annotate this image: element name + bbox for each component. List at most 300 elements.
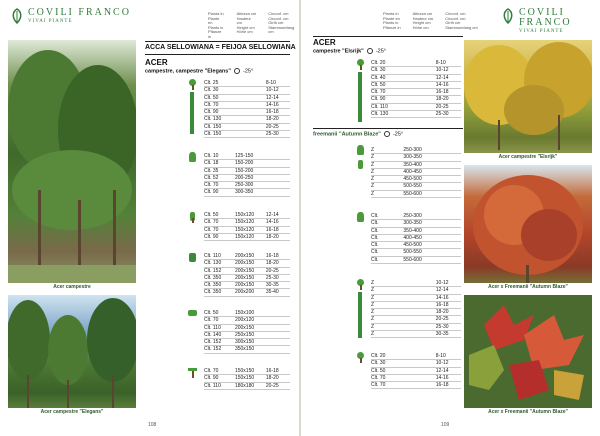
container-cell: Clt. 50 xyxy=(204,212,219,218)
table-row xyxy=(204,87,290,94)
girth-cell xyxy=(266,339,290,345)
price-group-standard xyxy=(204,80,290,138)
multistem-icon xyxy=(188,253,197,264)
girth-cell: 18-20 xyxy=(265,260,279,267)
caption-acer-campestre-elegans: Acer campestre "Elegans" xyxy=(8,408,136,417)
height-cell: 150x150 xyxy=(234,368,255,374)
size-bar-icon xyxy=(358,72,362,122)
girth-cell: 16-18 xyxy=(265,109,279,116)
height-cell: 150-200 xyxy=(234,167,254,174)
bush-icon xyxy=(356,212,365,223)
price-group-z xyxy=(371,147,461,198)
height-cell: 150x120 xyxy=(234,233,255,240)
container-cell: Clt. 70 xyxy=(204,219,219,226)
container-cell: Z xyxy=(371,183,375,190)
height-cell: 500-550 xyxy=(403,249,422,256)
container-cell: Z xyxy=(371,161,375,168)
legend-col-girth: Circonf. cm Circonf. cm Girth cm Stammumfang cm xyxy=(268,11,295,34)
container-cell: Z xyxy=(371,190,375,197)
girth-cell: 20-25 xyxy=(265,267,279,274)
girth-cell: 10-12 xyxy=(435,280,449,286)
height-cell: 200x120 xyxy=(234,317,255,324)
girth-cell xyxy=(436,176,461,182)
girth-cell: 14-16 xyxy=(435,374,449,381)
container-cell: Clt. 30 xyxy=(204,87,219,94)
container-cell: Clt. 25 xyxy=(204,80,219,86)
height-cell: 350-400 xyxy=(403,227,422,234)
container-cell: Clt. 130 xyxy=(371,111,389,118)
height-cell xyxy=(403,353,435,359)
table-row xyxy=(371,176,461,183)
size-bar-icon xyxy=(358,292,362,338)
table-row xyxy=(371,375,461,382)
height-cell: 200x150 xyxy=(234,260,255,267)
height-cell xyxy=(235,80,266,86)
price-group-elsrijk xyxy=(371,60,461,118)
table-row xyxy=(371,169,461,176)
container-cell: Clt. xyxy=(371,220,379,227)
table-row xyxy=(204,227,290,234)
height-cell xyxy=(235,102,266,108)
girth-cell xyxy=(436,257,461,263)
hardiness-icon xyxy=(367,48,373,54)
hardiness-value: -25° xyxy=(392,131,404,138)
table-row xyxy=(371,302,461,309)
height-cell xyxy=(403,302,435,308)
girth-cell: 14-16 xyxy=(265,219,279,226)
table-row xyxy=(204,102,290,109)
container-cell: Clt. xyxy=(371,234,379,241)
container-cell: Clt. 140 xyxy=(204,331,222,338)
container-cell: Clt. 40 xyxy=(371,74,386,81)
girth-cell: 18-20 xyxy=(265,375,279,382)
height-cell: 200x150 xyxy=(234,267,255,274)
height-cell xyxy=(403,82,435,88)
girth-cell: 12-14 xyxy=(435,367,449,374)
table-row xyxy=(371,111,461,118)
tree-standard-icon xyxy=(356,59,365,70)
bush-icon xyxy=(188,152,197,163)
girth-cell xyxy=(436,169,461,175)
girth-cell xyxy=(436,162,461,168)
tree-standard-icon xyxy=(356,279,365,290)
table-row xyxy=(204,317,290,324)
table-row xyxy=(204,268,290,275)
genus-title: ACER xyxy=(313,38,336,47)
container-cell: Clt. 20 xyxy=(371,60,386,66)
table-row xyxy=(204,131,290,138)
girth-cell: 25-30 xyxy=(435,111,449,118)
table-row xyxy=(371,82,461,89)
caption-acer-freemanii-leaves: Acer x Freemanii "Autumn Blaze" xyxy=(464,408,592,417)
girth-cell: 8-10 xyxy=(435,353,446,359)
table-row xyxy=(204,234,290,241)
table-row xyxy=(371,360,461,367)
photo-acer-campestre-elegans xyxy=(8,295,136,417)
height-cell: 400-450 xyxy=(403,168,422,175)
table-row xyxy=(204,80,290,87)
table-row xyxy=(371,228,461,235)
container-cell: Clt. 70 xyxy=(204,368,219,374)
table-row xyxy=(371,104,461,111)
girth-cell xyxy=(266,160,290,166)
table-row xyxy=(204,339,290,346)
girth-cell xyxy=(436,213,461,219)
container-cell: Clt. 70 xyxy=(204,317,219,324)
table-row xyxy=(204,332,290,339)
table-row xyxy=(204,168,290,175)
legend-col-girth: Circonf. cm Circonf. cm Girth cm Stammumfang cm xyxy=(445,11,478,30)
table-row xyxy=(204,153,290,160)
height-cell: 550-600 xyxy=(403,190,422,197)
table-row xyxy=(371,183,461,190)
table-row xyxy=(204,375,290,382)
height-cell xyxy=(235,124,266,130)
hardiness-value: -25° xyxy=(375,48,386,55)
girth-cell xyxy=(436,235,461,241)
height-cell: 150x100 xyxy=(234,310,255,316)
table-row xyxy=(371,60,461,67)
table-row xyxy=(371,331,461,338)
table-row xyxy=(371,324,461,331)
container-cell: Clt. 50 xyxy=(371,367,386,374)
price-group-column xyxy=(204,212,290,241)
tree-standard-icon xyxy=(188,79,197,90)
girth-cell xyxy=(266,168,290,174)
hardiness-icon xyxy=(234,68,240,74)
table-row xyxy=(204,219,290,226)
container-cell: Clt. 30 xyxy=(371,67,386,74)
container-cell: Clt. 90 xyxy=(204,375,219,382)
height-cell xyxy=(235,109,266,115)
height-cell xyxy=(403,295,435,301)
height-cell xyxy=(403,96,435,102)
tree-standard-icon xyxy=(356,352,365,363)
height-cell xyxy=(403,316,435,322)
page-number: 108 xyxy=(148,422,157,428)
girth-cell: 14-16 xyxy=(435,81,449,88)
container-cell: Clt. 52 xyxy=(204,174,219,181)
height-cell xyxy=(403,104,435,110)
table-row xyxy=(371,89,461,96)
girth-cell: 16-18 xyxy=(265,226,279,233)
photo-acer-campestre-elsrijk xyxy=(464,40,592,162)
roof-tree-icon xyxy=(188,368,197,379)
height-cell xyxy=(403,60,435,66)
height-cell: 500-550 xyxy=(403,183,422,190)
species-line-autumn-blaze xyxy=(313,131,403,137)
girth-cell: 20-25 xyxy=(435,316,449,323)
container-cell: Clt. 70 xyxy=(371,382,386,389)
girth-cell xyxy=(266,310,290,316)
hedge-icon xyxy=(188,310,197,321)
table-row xyxy=(204,310,290,317)
girth-cell: 12-14 xyxy=(435,74,449,81)
column-tree-icon xyxy=(356,160,365,171)
container-cell: Clt. xyxy=(371,249,379,256)
right-page xyxy=(301,0,600,436)
height-cell: 350-400 xyxy=(403,161,422,168)
caption-acer-campestre: Acer campestre xyxy=(8,283,136,292)
container-cell: Clt. 70 xyxy=(371,89,386,96)
height-cell xyxy=(235,87,266,93)
table-row xyxy=(204,383,290,390)
container-cell: Z xyxy=(371,294,375,301)
legend xyxy=(208,12,299,39)
container-cell: Clt. 90 xyxy=(204,189,219,196)
species-name-elsrijk: campestre "Elsrijk" xyxy=(313,48,364,55)
container-cell: Clt. 152 xyxy=(204,267,222,274)
container-cell: Clt. 10 xyxy=(204,153,219,159)
container-cell: Z xyxy=(371,323,375,330)
caption-acer-freemanii-tree: Acer x Freemanii "Autumn Blaze" xyxy=(464,283,592,292)
height-cell: 200x150 xyxy=(234,274,255,281)
legend-col-height: Altezza cm Hauteur cm Height cm Höhe cm xyxy=(236,11,257,34)
table-row xyxy=(204,282,290,289)
height-cell xyxy=(403,287,435,293)
divider-top xyxy=(145,41,290,42)
table-row xyxy=(371,242,461,249)
girth-cell: 12-14 xyxy=(265,212,279,218)
table-row xyxy=(371,249,461,256)
height-cell xyxy=(403,67,435,73)
girth-cell: 10-12 xyxy=(265,87,279,94)
container-cell: Clt. xyxy=(371,213,379,219)
container-cell: Z xyxy=(371,168,375,175)
container-cell: Clt. 50 xyxy=(204,310,219,316)
height-cell: 200x150 xyxy=(234,324,255,331)
legend-col-height: Altezza cm Hauteur cm Height cm Höhe cm xyxy=(412,11,434,30)
girth-cell: 10-12 xyxy=(435,360,449,367)
table-row xyxy=(371,295,461,302)
hardiness-icon xyxy=(384,131,390,137)
container-cell: Z xyxy=(371,176,375,183)
girth-cell xyxy=(266,153,290,159)
table-row xyxy=(371,235,461,242)
girth-cell: 20-25 xyxy=(265,123,279,130)
container-cell: Clt. 70 xyxy=(204,226,219,233)
price-group-roof xyxy=(204,368,290,390)
container-cell: Clt. 110 xyxy=(204,324,221,331)
girth-cell: 16-18 xyxy=(265,368,279,374)
girth-cell: 14-16 xyxy=(265,101,279,108)
size-bar-icon xyxy=(190,92,194,134)
table-row xyxy=(371,147,461,154)
height-cell: 150x120 xyxy=(234,212,255,218)
girth-cell xyxy=(266,346,290,352)
table-row xyxy=(204,182,290,189)
height-cell xyxy=(235,131,266,137)
table-row xyxy=(371,75,461,82)
girth-cell xyxy=(266,189,290,195)
container-cell: Clt. 130 xyxy=(204,116,222,123)
height-cell: 125-150 xyxy=(234,153,254,159)
girth-cell: 30-35 xyxy=(265,282,279,289)
girth-cell: 12-14 xyxy=(265,94,279,101)
container-cell: Clt. xyxy=(371,242,379,249)
container-cell: Z xyxy=(371,147,375,153)
container-cell: Clt. 30 xyxy=(371,360,386,367)
girth-cell xyxy=(266,325,290,331)
girth-cell: 16-18 xyxy=(435,89,449,96)
height-cell: 250-300 xyxy=(234,182,254,189)
height-cell: 300-350 xyxy=(403,154,422,161)
container-cell: Clt. xyxy=(371,227,379,234)
girth-cell: 20-25 xyxy=(435,103,449,110)
container-cell: Clt. 130 xyxy=(204,260,222,267)
table-row xyxy=(371,368,461,375)
height-cell: 180x180 xyxy=(234,382,255,389)
table-row xyxy=(204,175,290,182)
girth-cell: 25-30 xyxy=(265,131,279,138)
table-row xyxy=(204,124,290,131)
height-cell xyxy=(235,95,266,101)
girth-cell: 14-16 xyxy=(435,294,449,301)
table-row xyxy=(371,162,461,169)
height-cell: 450-500 xyxy=(403,176,422,183)
price-group-hedge xyxy=(204,310,290,354)
container-cell: Z xyxy=(371,309,375,316)
photo-acer-freemanii-leaves xyxy=(464,295,592,417)
girth-cell: 10-12 xyxy=(435,67,449,74)
photo-acer-freemanii-tree xyxy=(464,165,592,292)
table-row xyxy=(204,109,290,116)
height-cell: 250x150 xyxy=(234,331,255,338)
girth-cell: 25-30 xyxy=(435,323,449,330)
table-row xyxy=(371,220,461,227)
hardiness-value: -25° xyxy=(243,68,254,75)
height-cell: 150x150 xyxy=(234,375,255,382)
height-cell: 450-500 xyxy=(403,242,422,249)
price-group-z-girth xyxy=(371,280,461,338)
brand-logo xyxy=(10,8,131,24)
girth-cell: 30-35 xyxy=(435,331,449,338)
table-row xyxy=(204,346,290,353)
container-cell: Clt. 110 xyxy=(204,253,221,259)
table-row xyxy=(204,325,290,332)
logo-leaf-icon xyxy=(501,8,515,24)
girth-cell xyxy=(266,332,290,338)
container-cell: Clt. 350 xyxy=(204,282,222,289)
height-cell xyxy=(403,111,435,117)
table-row xyxy=(371,287,461,294)
container-cell: Clt. 150 xyxy=(204,123,222,130)
brand-sub: VIVAI PIANTE xyxy=(519,29,564,34)
legend-col-container: Pianta in Plante en Plants in Pflanze in xyxy=(208,11,224,39)
legend-col-container: Pianta in Plante en Plants in Pflanze in xyxy=(383,11,401,30)
table-row xyxy=(371,382,461,389)
height-cell: 200x150 xyxy=(234,282,255,289)
height-cell xyxy=(403,309,435,315)
container-cell: Z xyxy=(371,301,375,308)
legend xyxy=(383,12,478,30)
photo-acer-campestre xyxy=(8,40,136,292)
girth-cell xyxy=(436,183,461,189)
container-cell: Clt. 70 xyxy=(204,182,219,189)
height-cell xyxy=(403,331,435,337)
species-name-autumn-blaze: freemanii "Autumn Blaze" xyxy=(313,131,381,138)
container-cell: Clt. xyxy=(371,256,379,263)
brand-name: COVILI FRANCO xyxy=(28,7,131,18)
height-cell: 250-300 xyxy=(403,213,422,219)
container-cell: Clt. 90 xyxy=(204,109,219,116)
column-tree-icon xyxy=(188,212,197,223)
price-group-clt-girth xyxy=(371,353,461,389)
container-cell: Clt. 90 xyxy=(371,96,386,103)
container-cell: Clt. 50 xyxy=(204,94,219,101)
table-row xyxy=(371,154,461,161)
price-group-clt xyxy=(371,213,461,264)
girth-cell xyxy=(436,228,461,234)
table-row xyxy=(204,212,290,219)
girth-cell: 16-18 xyxy=(435,382,449,389)
bush-icon xyxy=(356,145,365,156)
genus-title: ACER xyxy=(145,58,168,67)
girth-cell xyxy=(266,182,290,188)
species-line-elsrijk xyxy=(313,48,386,54)
height-cell: 150-200 xyxy=(234,160,254,167)
girth-cell xyxy=(436,242,461,248)
girth-cell: 18-20 xyxy=(435,309,449,316)
girth-cell: 18-20 xyxy=(265,116,279,123)
page-number: 109 xyxy=(441,422,450,428)
container-cell: Clt. 350 xyxy=(204,289,222,296)
logo-leaf-icon xyxy=(10,8,24,24)
height-cell: 350x150 xyxy=(234,346,255,353)
girth-cell: 8-10 xyxy=(435,60,446,66)
container-cell: Clt. 152 xyxy=(204,339,222,346)
container-cell: Clt. 150 xyxy=(204,131,222,138)
container-cell: Clt. 70 xyxy=(204,101,219,108)
divider-mid xyxy=(313,128,463,129)
table-row xyxy=(204,95,290,102)
height-cell: 200x150 xyxy=(234,253,255,259)
container-cell: Z xyxy=(371,331,375,338)
height-cell: 400-450 xyxy=(403,234,422,241)
container-cell: Clt. 350 xyxy=(204,274,222,281)
table-row xyxy=(204,253,290,260)
container-cell: Clt. 70 xyxy=(371,374,386,381)
girth-cell: 8-10 xyxy=(265,80,276,86)
height-cell xyxy=(235,116,266,122)
table-row xyxy=(371,191,461,198)
table-row xyxy=(204,116,290,123)
table-row xyxy=(371,67,461,74)
container-cell: Clt. 90 xyxy=(204,233,219,240)
table-row xyxy=(371,309,461,316)
container-cell: Clt. 50 xyxy=(371,81,386,88)
price-group-bush xyxy=(204,153,290,197)
table-row xyxy=(371,96,461,103)
height-cell: 200x200 xyxy=(234,289,255,296)
girth-cell xyxy=(436,147,461,153)
girth-cell: 20-25 xyxy=(265,382,279,389)
height-cell: 200-250 xyxy=(234,174,254,181)
table-row xyxy=(204,260,290,267)
girth-cell xyxy=(436,191,461,197)
height-cell: 300x150 xyxy=(234,339,255,346)
container-cell: Z xyxy=(371,287,375,294)
container-cell: Clt. 152 xyxy=(204,346,222,353)
height-cell: 150x120 xyxy=(234,226,255,233)
table-row xyxy=(371,257,461,264)
price-group-multistem xyxy=(204,253,290,297)
brand-logo xyxy=(501,8,600,34)
container-cell: Z xyxy=(371,280,375,286)
height-cell xyxy=(403,375,435,381)
height-cell: 250-300 xyxy=(403,147,422,153)
height-cell xyxy=(403,75,435,81)
